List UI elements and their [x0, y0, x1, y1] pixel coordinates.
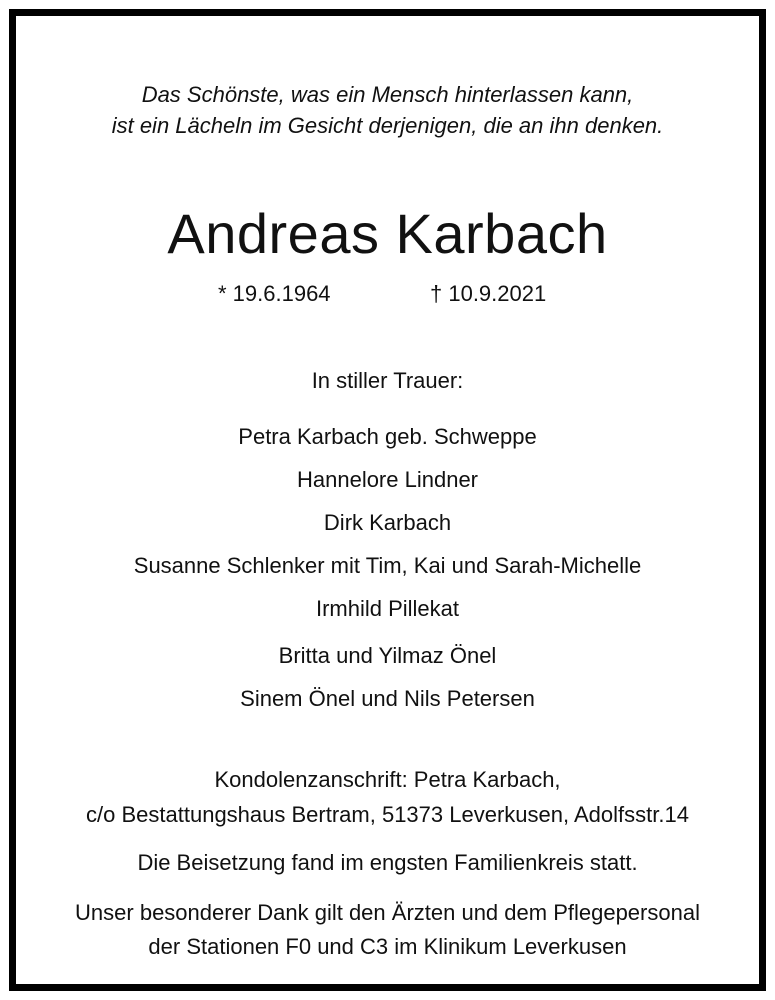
mourner-name: Petra Karbach geb. Schweppe [238, 424, 537, 449]
quote-line-1: Das Schönste, was ein Mensch hinterlassen kann, [141, 82, 634, 107]
mourner-name: Sinem Önel und Nils Petersen [240, 686, 535, 711]
condolence-address-line-1: Kondolenzanschrift: Petra Karbach, [214, 767, 561, 792]
condolence-address-line-2: c/o Bestattungshaus Bertram, 51373 Leverkusen, Adolfsstr.14 [86, 802, 689, 827]
mourners-heading: In stiller Trauer: [311, 368, 464, 393]
burial-note: Die Beisetzung fand im engsten Familienkreis statt. [137, 850, 638, 875]
mourner-name: Hannelore Lindner [296, 467, 479, 492]
mourner-name: Susanne Schlenker mit Tim, Kai und Sarah-Michelle [133, 553, 642, 578]
deceased-name: Andreas Karbach [167, 202, 608, 265]
mourner-name: Britta und Yilmaz Önel [278, 643, 497, 668]
quote-line-2: ist ein Lächeln im Gesicht derjenigen, die an ihn denken. [111, 113, 664, 138]
death-date: † 10.9.2021 [430, 281, 547, 306]
thanks-line-1: Unser besonderer Dank gilt den Ärzten und dem Pflegepersonal [75, 900, 700, 925]
life-dates [0, 280, 775, 308]
mourner-name: Irmhild Pillekat [315, 596, 460, 621]
thanks-line-2: der Stationen F0 und C3 im Klinikum Leverkusen [148, 934, 627, 959]
mourner-name: Dirk Karbach [323, 510, 452, 535]
birth-date: * 19.6.1964 [218, 281, 331, 306]
notice-border [9, 9, 766, 991]
